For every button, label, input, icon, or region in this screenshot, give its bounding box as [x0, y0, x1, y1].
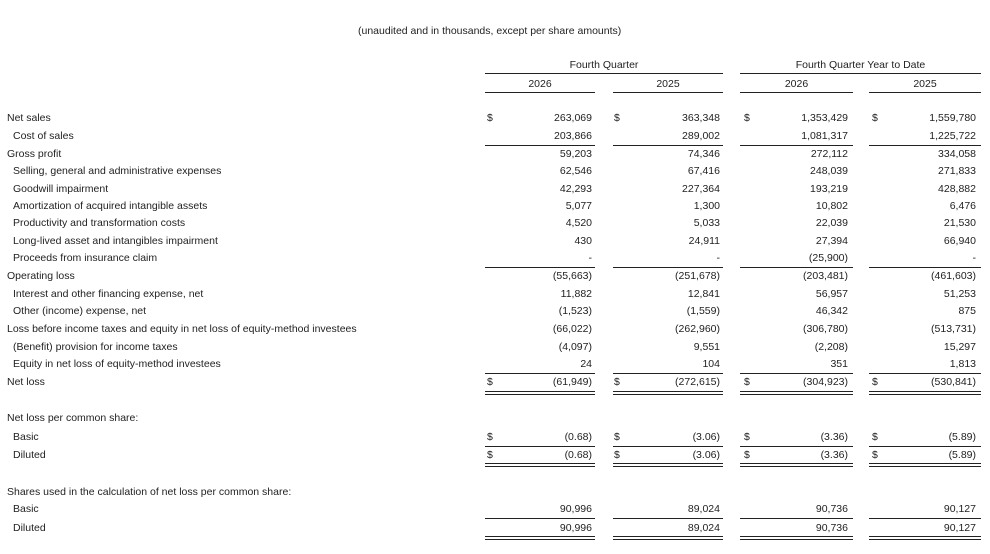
shares-heading: Shares used in the calculation of net loss per common share: — [7, 486, 292, 498]
statement-row-value: 21,530 — [943, 217, 976, 229]
statement-row-value: (461,603) — [931, 270, 976, 282]
statement-row-value: (306,780) — [803, 323, 848, 335]
total-rule — [613, 373, 723, 374]
statement-row-value: 1,353,429 — [801, 112, 848, 124]
statement-row-value: 289,002 — [682, 130, 720, 142]
statement-row-value: 5,077 — [565, 200, 592, 212]
statement-row-label: Goodwill impairment — [13, 183, 109, 195]
year-header-underline — [869, 92, 981, 93]
shares-rule — [485, 536, 595, 540]
year-header-underline — [613, 92, 723, 93]
shares-row-value: 90,127 — [943, 503, 976, 515]
statement-row-value: 1,559,780 — [929, 112, 976, 124]
statement-row-value: 430 — [574, 235, 592, 247]
statement-row-value: 263,069 — [554, 112, 592, 124]
statement-row-value: 46,342 — [815, 305, 848, 317]
statement-row-value: 9,551 — [693, 341, 720, 353]
statement-row-label: Gross profit — [7, 148, 62, 160]
eps-row-value: (0.68) — [564, 449, 592, 461]
total-rule — [485, 145, 595, 146]
statement-row-value: 27,394 — [815, 235, 848, 247]
currency-symbol: $ — [614, 376, 620, 388]
year-header: 2026 — [528, 78, 552, 90]
statement-row-label: Equity in net loss of equity-method investees — [13, 358, 221, 370]
currency-symbol: $ — [487, 449, 493, 461]
eps-rule — [869, 446, 981, 447]
statement-row-label: Productivity and transformation costs — [13, 217, 186, 229]
year-header: 2026 — [784, 78, 809, 90]
year-header-underline — [485, 92, 595, 93]
statement-row-label: Operating loss — [7, 270, 75, 282]
shares-rule — [485, 518, 595, 519]
shares-row-value: 89,024 — [687, 522, 720, 534]
statement-row-value: 11,882 — [560, 288, 592, 300]
eps-rule — [613, 446, 723, 447]
currency-symbol: $ — [614, 431, 620, 443]
statement-row-value: - — [588, 252, 592, 264]
currency-symbol: $ — [744, 449, 750, 461]
statement-row-value: 428,882 — [938, 183, 976, 195]
eps-rule — [613, 463, 723, 467]
statement-row-value: 248,039 — [810, 165, 848, 177]
statement-row-value: (4,097) — [558, 341, 592, 353]
eps-row-value: (0.68) — [564, 431, 592, 443]
statement-row-value: 1,813 — [949, 358, 976, 370]
statement-row-value: (272,615) — [675, 376, 720, 388]
group-underline-year-to-date — [740, 73, 981, 74]
statement-row-value: 272,112 — [810, 148, 848, 160]
statement-row-label: Long-lived asset and intangibles impairment — [13, 235, 218, 247]
statement-row-label: Loss before income taxes and equity in net loss of equity-method investees — [7, 323, 357, 335]
shares-row-value: 90,996 — [559, 522, 592, 534]
statement-row-value: 104 — [702, 358, 720, 370]
group-underline-fourth-quarter — [485, 73, 723, 74]
eps-row-value: (3.36) — [820, 449, 848, 461]
eps-rule — [485, 446, 595, 447]
statement-row-value: 74,346 — [687, 148, 720, 160]
shares-row-value: 90,736 — [815, 522, 848, 534]
statement-row-value: (55,663) — [552, 270, 592, 282]
statement-row-value: 227,364 — [682, 183, 720, 195]
statement-row-label: Proceeds from insurance claim — [13, 252, 158, 264]
shares-rule — [869, 518, 981, 519]
eps-heading: Net loss per common share: — [7, 412, 139, 424]
statement-row-label: Net sales — [7, 112, 51, 124]
statement-row-value: 271,833 — [938, 165, 976, 177]
statement-row-value: 42,293 — [559, 183, 592, 195]
statement-row-value: 59,203 — [559, 148, 592, 160]
statement-row-value: (66,022) — [552, 323, 592, 335]
total-rule — [740, 267, 853, 268]
total-rule — [613, 145, 723, 146]
group-header-year-to-date: Fourth Quarter Year to Date — [795, 59, 926, 71]
statement-row-value: 24 — [580, 358, 592, 370]
year-header-underline — [740, 92, 853, 93]
statement-row-value: 5,033 — [693, 217, 720, 229]
statement-row-label: Amortization of acquired intangible assets — [13, 200, 208, 212]
statement-row-value: (304,923) — [803, 376, 848, 388]
shares-row-value: 90,127 — [943, 522, 976, 534]
statement-row-value: 22,039 — [815, 217, 848, 229]
statement-row-value: 51,253 — [943, 288, 976, 300]
shares-rule — [740, 536, 853, 540]
group-header-fourth-quarter: Fourth Quarter — [569, 59, 639, 71]
statement-row-value: 1,225,722 — [929, 130, 976, 142]
statement-row-value: 6,476 — [949, 200, 976, 212]
statement-row-value: 334,058 — [938, 148, 976, 160]
eps-rule — [485, 463, 595, 467]
statement-row-value: 10,802 — [815, 200, 848, 212]
shares-rule — [613, 536, 723, 540]
statement-row-value: 875 — [958, 305, 976, 317]
statement-row-value: 1,081,317 — [801, 130, 848, 142]
shares-rule — [869, 536, 981, 540]
statement-row-value: 62,546 — [559, 165, 592, 177]
statement-row-value: (2,208) — [814, 341, 848, 353]
statement-row-value: - — [716, 252, 720, 264]
total-rule — [485, 267, 595, 268]
currency-symbol: $ — [744, 376, 750, 388]
currency-symbol: $ — [744, 431, 750, 443]
statement-row-value: (25,900) — [808, 252, 848, 264]
total-rule — [485, 391, 595, 395]
currency-symbol: $ — [872, 449, 878, 461]
currency-symbol: $ — [614, 112, 620, 124]
shares-rule — [740, 518, 853, 519]
eps-row-value: (3.06) — [692, 449, 720, 461]
statement-row-value: 193,219 — [810, 183, 848, 195]
statement-row-value: 363,348 — [682, 112, 720, 124]
statement-row-label: Interest and other financing expense, net — [13, 288, 204, 300]
statement-row-value: (251,678) — [675, 270, 720, 282]
eps-row-label: Diluted — [13, 449, 46, 461]
statement-row-value: (513,731) — [931, 323, 976, 335]
statement-row-value: 15,297 — [943, 341, 976, 353]
shares-rule — [613, 518, 723, 519]
total-rule — [740, 145, 853, 146]
statement-row-value: (1,523) — [558, 305, 592, 317]
statement-row-value: - — [972, 252, 976, 264]
shares-row-label: Diluted — [13, 522, 46, 534]
total-rule — [869, 267, 981, 268]
statement-row-value: 1,300 — [693, 200, 720, 212]
statement-row-value: 24,911 — [688, 235, 720, 247]
currency-symbol: $ — [872, 376, 878, 388]
total-rule — [740, 391, 853, 395]
total-rule — [869, 373, 981, 374]
statement-row-value: (61,949) — [552, 376, 592, 388]
statement-row-value: 4,520 — [565, 217, 592, 229]
statement-subtitle: (unaudited and in thousands, except per share amounts) — [358, 25, 622, 37]
statement-row-label: Net loss — [7, 376, 45, 388]
year-header: 2025 — [656, 78, 680, 90]
eps-row-value: (3.06) — [692, 431, 720, 443]
total-rule — [613, 391, 723, 395]
statement-row-value: 12,841 — [687, 288, 720, 300]
currency-symbol: $ — [872, 112, 878, 124]
statement-row-label: Other (income) expense, net — [13, 305, 147, 317]
total-rule — [869, 391, 981, 395]
statement-row-label: Cost of sales — [13, 130, 74, 142]
total-rule — [485, 373, 595, 374]
eps-row-value: (5.89) — [948, 431, 976, 443]
eps-rule — [740, 446, 853, 447]
statement-row-value: (530,841) — [931, 376, 976, 388]
currency-symbol: $ — [744, 112, 750, 124]
shares-row-value: 90,736 — [815, 503, 848, 515]
shares-row-label: Basic — [13, 503, 39, 515]
eps-rule — [740, 463, 853, 467]
eps-row-label: Basic — [13, 431, 39, 443]
shares-row-value: 89,024 — [687, 503, 720, 515]
statement-row-value: 67,416 — [687, 165, 720, 177]
eps-row-value: (5.89) — [948, 449, 976, 461]
eps-row-value: (3.36) — [820, 431, 848, 443]
currency-symbol: $ — [487, 112, 493, 124]
statement-row-value: (203,481) — [803, 270, 848, 282]
currency-symbol: $ — [487, 431, 493, 443]
eps-rule — [869, 463, 981, 467]
statement-row-value: (1,559) — [686, 305, 720, 317]
statement-row-label: (Benefit) provision for income taxes — [13, 341, 178, 353]
total-rule — [869, 145, 981, 146]
total-rule — [740, 373, 853, 374]
statement-row-value: (262,960) — [675, 323, 720, 335]
statement-row-value: 351 — [830, 358, 848, 370]
shares-row-value: 90,996 — [559, 503, 592, 515]
currency-symbol: $ — [614, 449, 620, 461]
currency-symbol: $ — [872, 431, 878, 443]
total-rule — [613, 267, 723, 268]
year-header: 2025 — [913, 78, 937, 90]
statement-row-value: 66,940 — [943, 235, 976, 247]
statement-row-label: Selling, general and administrative expenses — [13, 165, 222, 177]
statement-row-value: 203,866 — [554, 130, 592, 142]
statement-row-value: 56,957 — [815, 288, 848, 300]
currency-symbol: $ — [487, 376, 493, 388]
